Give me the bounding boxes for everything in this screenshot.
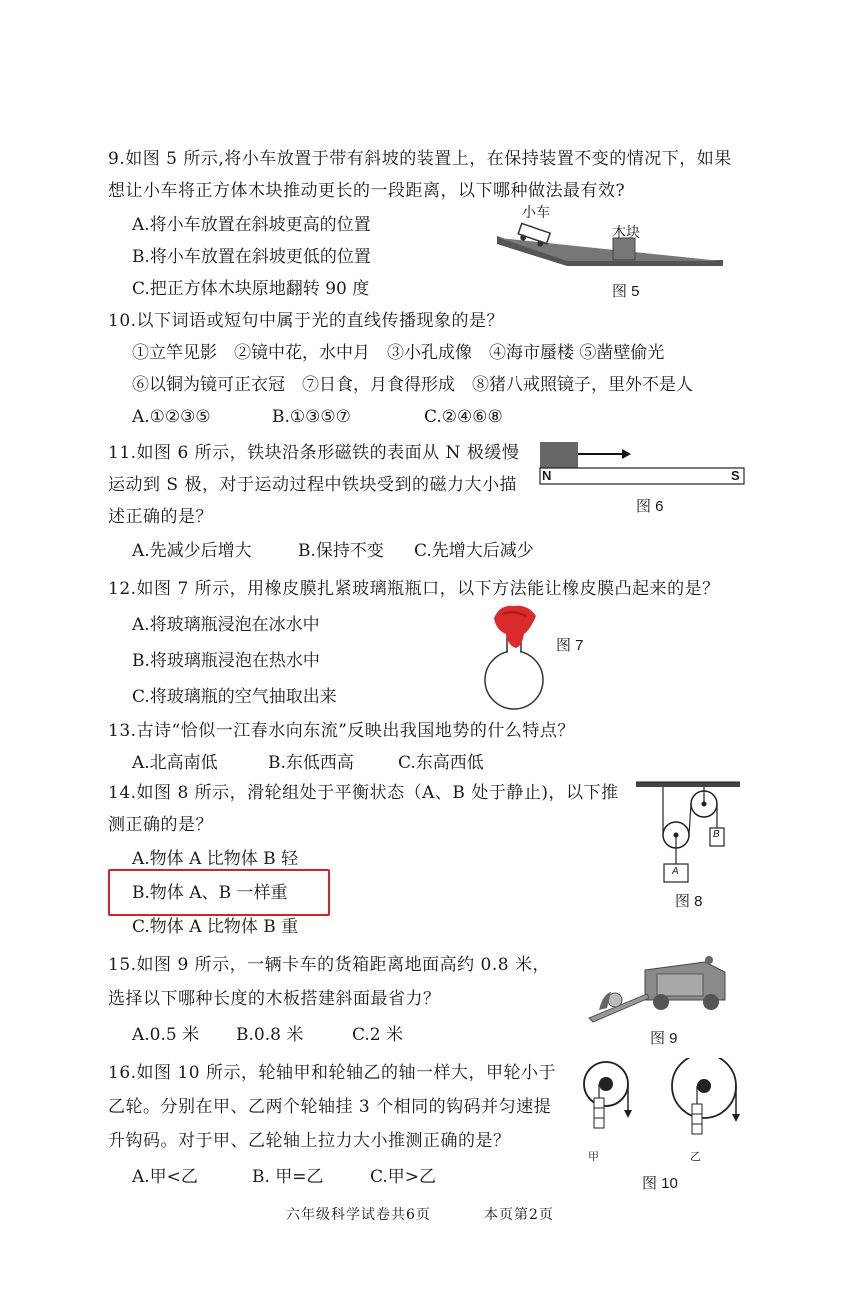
q15-option-c: C.2 米 [352, 1025, 404, 1045]
answer-highlight-box [108, 869, 330, 916]
figure-5-caption: 图 5 [612, 283, 640, 300]
q14-stem-line1: 14.如图 8 所示，滑轮组处于平衡状态（A、B 处于静止)，以下推 [108, 783, 619, 803]
q15-stem-line2: 选择以下哪种长度的木板搭建斜面最省力？ [108, 989, 441, 1009]
figure-10-label-jia: 甲 [588, 1151, 599, 1163]
q10-option-b: B.①③⑤⑦ [272, 407, 351, 427]
figure-7-caption: 图 7 [556, 637, 584, 654]
q12-option-b: B.将玻璃瓶浸泡在热水中 [132, 651, 320, 671]
q12-stem: 12.如图 7 所示，用橡皮膜扎紧玻璃瓶瓶口，以下方法能让橡皮膜凸起来的是？ [108, 579, 720, 599]
q11-option-a: A.先减少后增大 [132, 541, 252, 561]
q12-option-a: A.将玻璃瓶浸泡在冰水中 [132, 615, 320, 635]
q10-items-line1: ①立竿见影 ②镜中花，水中月 ③小孔成像 ④海市蜃楼 ⑤凿壁偷光 [132, 343, 665, 363]
q15-option-b: B.0.8 米 [236, 1025, 304, 1045]
q15-stem-line1: 15.如图 9 所示，一辆卡车的货箱距离地面高约 0.8 米， [108, 955, 551, 975]
figure-10-label-yi: 乙 [690, 1151, 701, 1163]
q9-option-b: B.将小车放置在斜坡更低的位置 [132, 247, 371, 267]
q11-option-b: B.保持不变 [298, 541, 384, 561]
q16-option-b: B. 甲=乙 [252, 1167, 324, 1187]
figure-10-caption: 图 10 [642, 1175, 678, 1192]
q9-stem-line2: 想让小车将正方体木块推动更长的一段距离，以下哪种做法最有效? [108, 181, 626, 201]
q11-stem-line1: 11.如图 6 所示，铁块沿条形磁铁的表面从 N 极缓慢 [108, 443, 520, 463]
q11-stem-line3: 述正确的是？ [108, 507, 213, 527]
q13-option-c: C.东高西低 [398, 753, 484, 773]
figure-10-wheel-axles [578, 1058, 748, 1158]
figure-5-car-label: 小车 [522, 204, 550, 220]
figure-6-caption: 图 6 [636, 498, 664, 515]
figure-6-magnet [536, 438, 748, 488]
q16-stem-line2: 乙轮。分别在甲、乙两个轮轴挂 3 个相同的钩码并匀速提 [108, 1097, 552, 1117]
figure-8-label-a: A [672, 866, 679, 877]
q12-option-c: C.将玻璃瓶的空气抽取出来 [132, 687, 337, 707]
q13-stem: 13.古诗“恰似一江春水向东流”反映出我国地势的什么特点？ [108, 721, 575, 741]
q13-option-a: A.北高南低 [132, 753, 218, 773]
q9-option-a: A.将小车放置在斜坡更高的位置 [132, 215, 371, 235]
q10-stem: 10.以下词语或短句中属于光的直线传播现象的是？ [108, 311, 505, 331]
figure-5-block-label: 木块 [612, 224, 640, 240]
footer-total-pages: 六年级科学试卷共6页 [286, 1207, 431, 1223]
figure-7-bottle [480, 600, 550, 712]
q15-option-a: A.0.5 米 [132, 1025, 200, 1045]
q13-option-b: B.东低西高 [268, 753, 354, 773]
q16-stem-line1: 16.如图 10 所示，轮轴甲和轮轴乙的轴一样大，甲轮小于 [108, 1063, 556, 1083]
q10-option-a: A.①②③⑤ [132, 407, 211, 427]
figure-8-pulley [634, 780, 744, 890]
q14-option-b: B.物体 A、B 一样重 [132, 883, 288, 903]
figure-6-pole-n: N [542, 468, 552, 483]
q16-stem-line3: 升钩码。对于甲、乙轮轴上拉力大小推测正确的是？ [108, 1131, 511, 1151]
q11-stem-line2: 运动到 S 极，对于运动过程中铁块受到的磁力大小描 [108, 475, 517, 495]
figure-8-label-b: B [713, 829, 720, 840]
q14-option-a: A.物体 A 比物体 B 轻 [132, 849, 299, 869]
figure-9-caption: 图 9 [650, 1030, 678, 1047]
footer-page-number: 本页第2页 [484, 1207, 554, 1223]
figure-6-pole-s: S [731, 468, 740, 483]
figure-9-truck-ramp [585, 952, 733, 1024]
q11-option-c: C.先增大后减少 [414, 541, 534, 561]
q10-items-line2: ⑥以铜为镜可正衣冠 ⑦日食，月食得形成 ⑧猪八戒照镜子，里外不是人 [132, 375, 693, 395]
figure-8-caption: 图 8 [675, 893, 703, 910]
q9-option-c: C.把正方体木块原地翻转 90 度 [132, 279, 370, 299]
q10-option-c: C.②④⑥⑧ [424, 407, 503, 427]
q16-option-a: A.甲<乙 [132, 1167, 198, 1187]
q14-stem-line2: 测正确的是？ [108, 815, 213, 835]
q14-option-c: C.物体 A 比物体 B 重 [132, 917, 299, 937]
q9-stem-line1: 9.如图 5 所示,将小车放置于带有斜坡的装置上，在保持装置不变的情况下，如果 [108, 149, 732, 169]
q16-option-c: C.甲>乙 [370, 1167, 437, 1187]
